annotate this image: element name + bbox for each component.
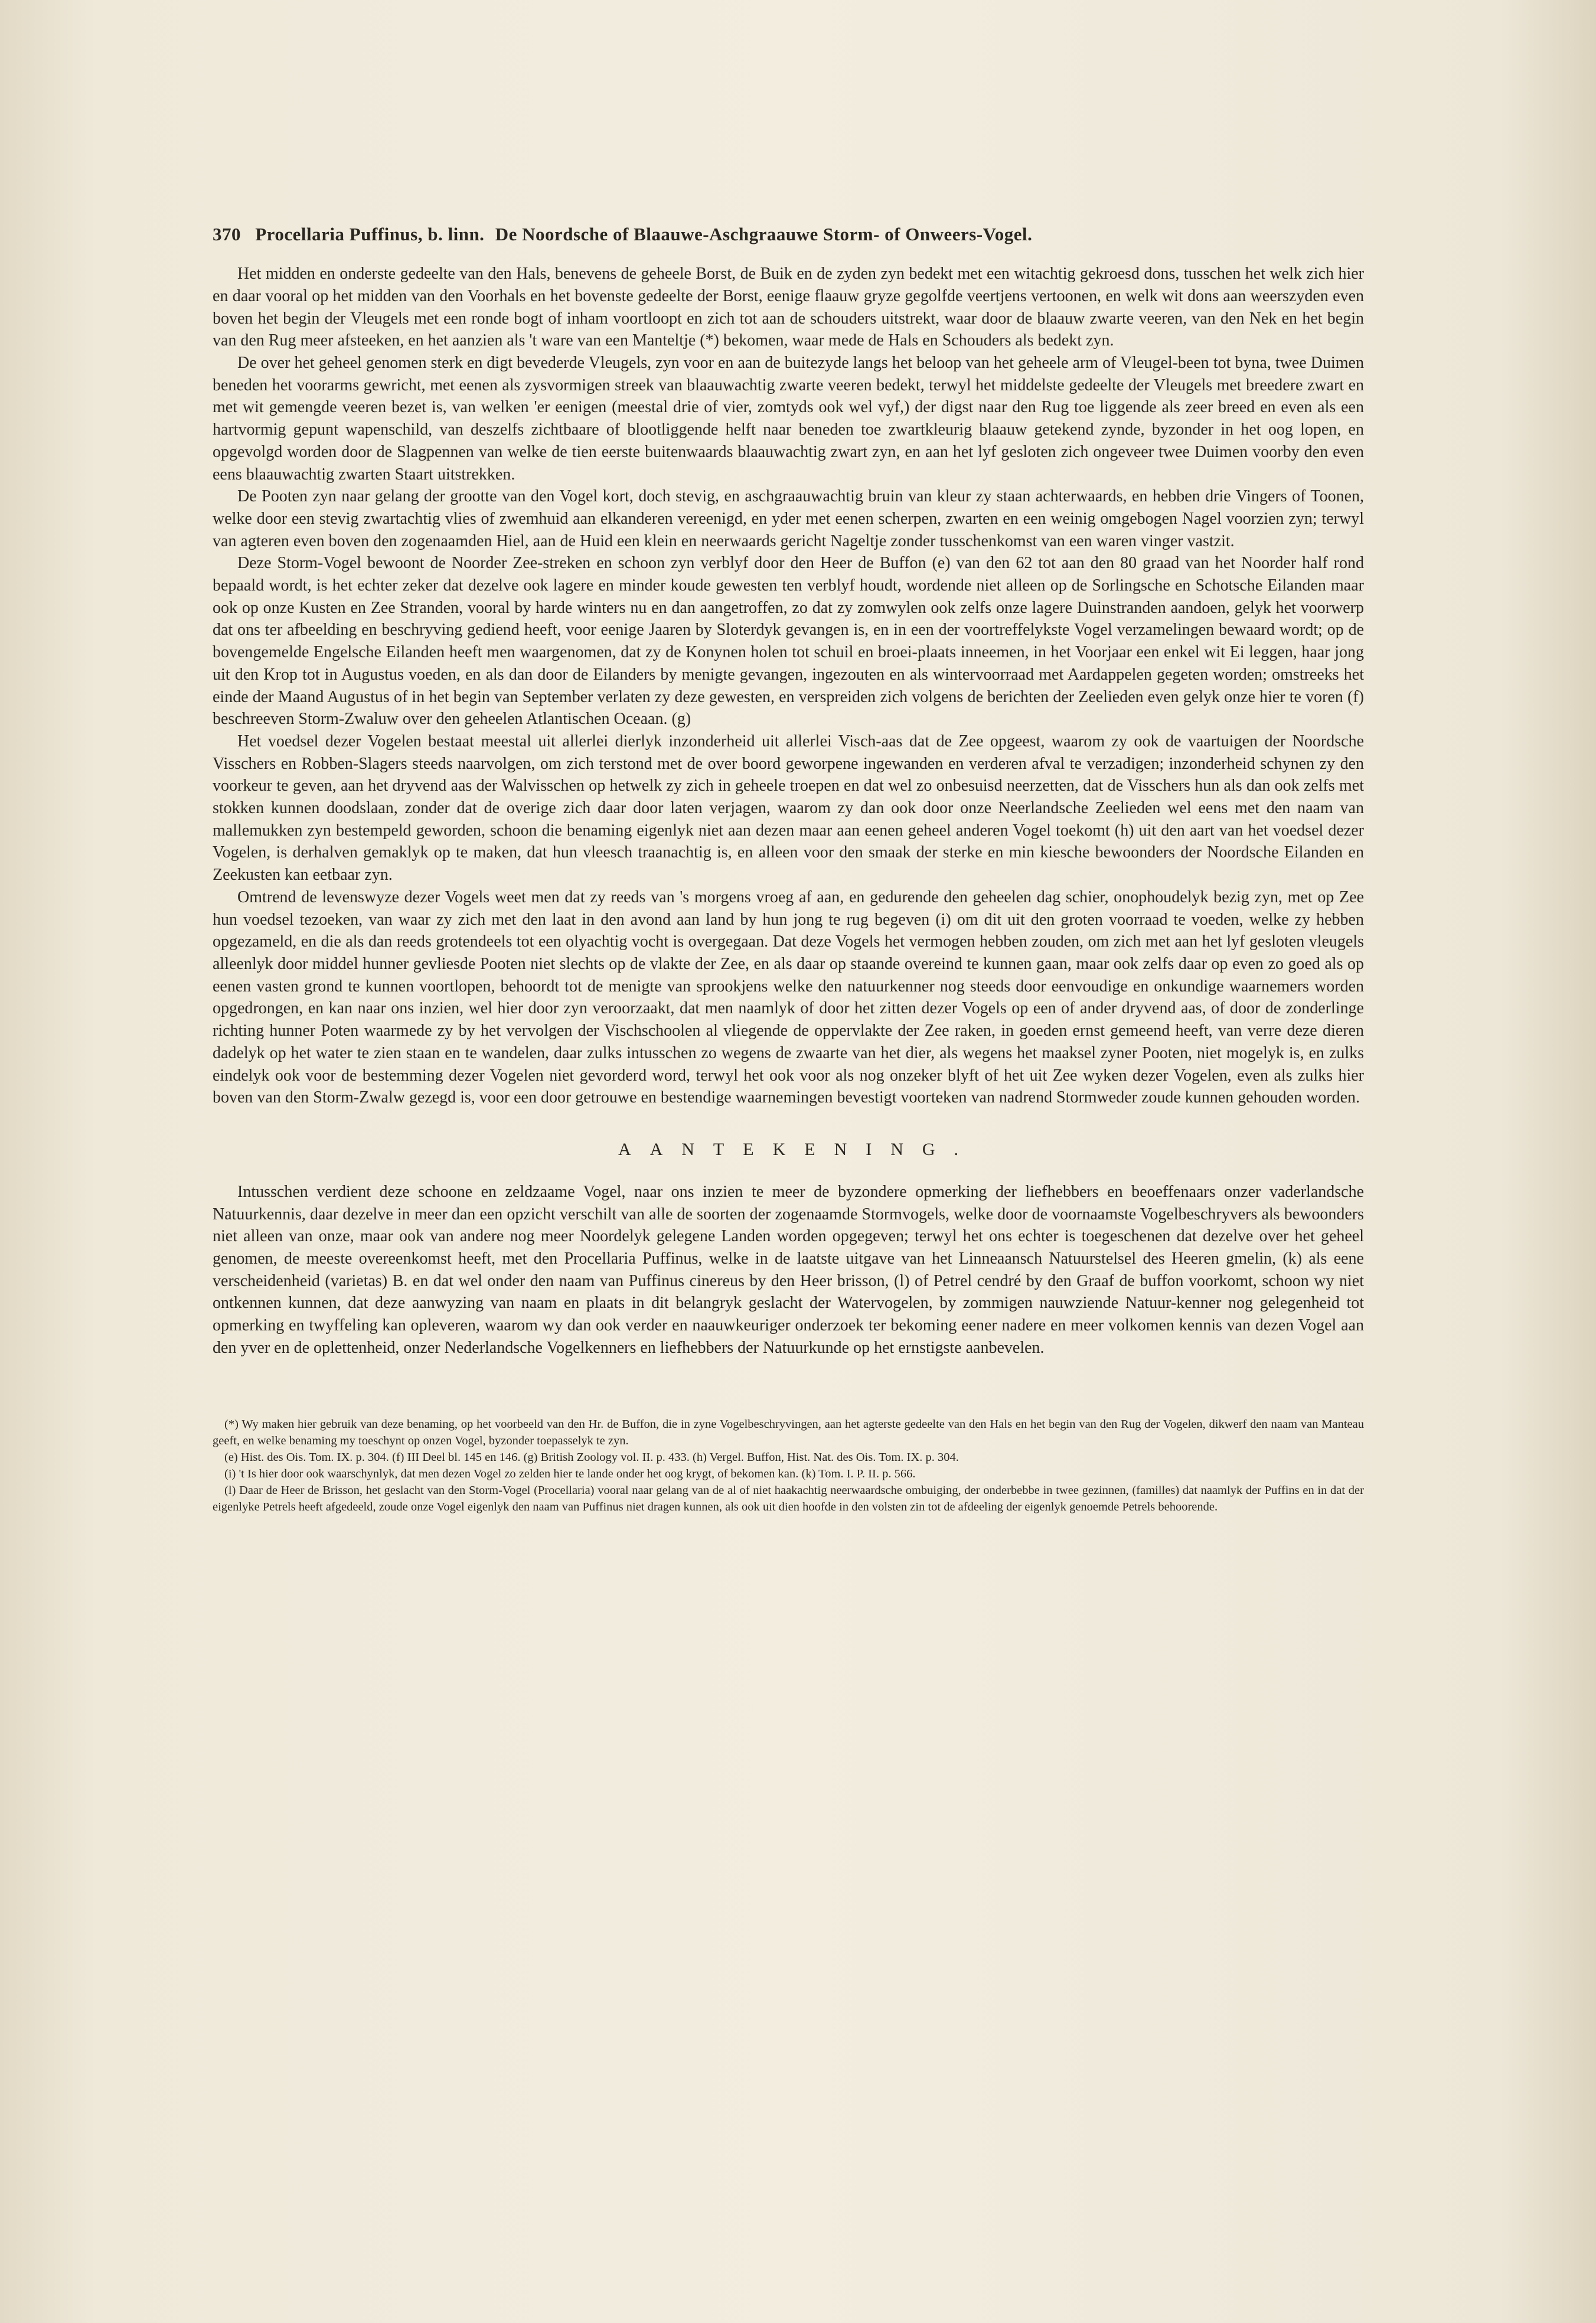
paragraph: Deze Storm-Vogel bewoont de Noorder Zee-streken en schoon zyn verblyf door den Heer de Buffon (e) van den 62 tot aan den 80 graad van het Noorder half rond bepaald wordt, is het echter zeker dat dezelve ook lagere en minder koude gewesten ten verblyf houdt, wordende niet alleen op de Sorlingsche en Schotsche Eilanden maar ook op onze Kusten en Zee Stranden, vooral by harde winters nu en dan aangetroffen, zo dat zy zomwylen ook zelfs onze lagere Duinstranden aandoen, gelyk het voorwerp dat ons ter afbeelding en beschryving gediend heeft, voor eenige Jaaren by Sloterdyk gevangen is, en in een der voortreffelykste Vogel verzamelingen bewaard wordt; op de bovengemelde Engelsche Eilanden heeft men waargenomen, dat zy de Konynen holen tot schuil en broei-plaats inneemen, in het Voorjaar een enkel wit Ei leggen, haar jong uit den Krop tot in Augustus voeden, en als dan door de Eilanders by menigte gevangen, ingezouten en als wintervoorraad met Aardappelen gegeten worden; omstreeks het einde der Maand Augustus of in het begin van September verlaten zy deze gewesten, en verspreiden zich volgens de berichten der Zeelieden even gelyk onze hier te voren (f) beschreeven Storm-Zwaluw over den geheelen Atlantischen Oceaan. (g) [213, 554, 1364, 729]
paragraph: Het midden en onderste gedeelte van den Hals, benevens de geheele Borst, de Buik en de zyden zyn bedekt met een witachtig gekroesd dons, tusschen het welk zich hier en daar vooral op het midden van den Voorhals en het bovenste gedeelte der Borst, eenige flaauw gryze gegolfde veertjens vertoonen, en welk wit dons aan weerszyden even boven het begin der Vleugels met een ronde bogt of inham voortloopt en zich tot aan de schouders uitstrekt, waar door de blaauw zwarte veeren, van den Nek en het begin van den Rug meer afsteeken, en het aanzien als 't ware van een Manteltje (*) bekomen, waar mede de Hals en Schouders als bedekt zyn. [213, 265, 1364, 350]
footnote: (e) Hist. des Ois. Tom. IX. p. 304. (f) III Deel bl. 145 en 146. (g) British Zoology vol. II. p. 433. (h) Vergel. Buffon, Hist. Nat. des Ois. Tom. IX. p. 304. [224, 1450, 959, 1464]
page-content [213, 213, 1364, 1515]
annotation-text [213, 1181, 1364, 1359]
footnote: (i) 't Is hier door ook waarschynlyk, dat men dezen Vogel zo zelden hier te lande onder het oog krygt, of bekomen kan. (k) Tom. I. P. II. p. 566. [224, 1467, 916, 1480]
running-header [213, 223, 1364, 245]
footnote: (l) Daar de Heer de Brisson, het geslacht van den Storm-Vogel (Procellaria) vooral naar gelang van de al of niet haakachtig neerwaardsche ombuiging, der onderbebbe in twee gezinnen, (familles) dat naamlyk der Puffins en in dat der eigenlyke Petrels heeft afgedeeld, zoude onze Vogel eigenlyk den naam van Puffinus niet dragen kunnen, als ook uit dien hoofde in den volsten zin tot de afdeeling der eigenlyk genoemde Petrels behoorende. [213, 1483, 1364, 1513]
page-title: De Noordsche of Blaauwe-Aschgraauwe Storm- of Onweers-Vogel. [495, 224, 1033, 244]
page-number: 370 [213, 224, 241, 244]
paragraph: Intusschen verdient deze schoone en zeldzaame Vogel, naar ons inzien te meer de byzondere opmerking der liefhebbers en beoeffenaars onzer vaderlandsche Natuurkennis, daar dezelve in meer dan een opzicht verschilt van alle de soorten der zogenaamde Stormvogels, welke door de voornaamste Vogelbeschryvers als bewoonders niet alleen van onze, maar ook van andere nog meer Noordelyk gelegene Landen worden opgegeven; terwyl het ons echter is toegeschenen dat dezelve over het geheel genomen, de meeste overeenkomst heeft, met den Procellaria Puffinus, welke in de laatste uitgave van het Linneaansch Natuurstelsel des Heeren gmelin, (k) als eene verscheidenheid (varietas) B. en dat wel onder den naam van Puffinus cinereus by den Heer brisson, (l) of Petrel cendré by den Graaf de buffon voorkomt, schoon wy niet ontkennen kunnen, dat deze aanwyzing van naam en plaats in dit belangryk geslacht der Watervogelen, by zommigen nauwziende Natuur-kenner nog gelegenheid tot opmerking en twyffeling kan opleveren, waarom wy dan ook verder en naauwkeuriger onderzoek ter bekoming eener nadere en meer volkomen kennis van dezen Vogel aan den yver en de oplettenheid, onzer Nederlandsche Vogelkenners en liefhebbers der Natuurkunde op het ernstigste aanbevelen. [213, 1182, 1364, 1357]
paragraph: De Pooten zyn naar gelang der grootte van den Vogel kort, doch stevig, en aschgraauwachtig bruin van kleur zy staan achterwaards, en hebben drie Vingers of Toonen, welke door een stevig zwartachtig vlies of zwemhuid aan elkanderen vereenigd, en yder met eenen scherpen, zwarten en een weinig omgebogen Nagel voorzien zyn; terwyl van agteren even boven den zogenaamden Hiel, aan de Huid een klein en neerwaards gericht Nageltje zonder tusschenkomst van een waren vinger vastzit. [213, 487, 1364, 550]
section-heading: AANTEKENING. [618, 1139, 978, 1159]
paragraph: Omtrend de levenswyze dezer Vogels weet men dat zy reeds van 's morgens vroeg af aan, en gedurende den geheelen dag schier, onophoudelyk bezig zyn, met op Zee hun voedsel tezoeken, van waar zy zich met den laat in den avond aan land by hun jong te rug begeven (i) om dit uit den groten voorraad te voeden, welke zy hebben opgezameld, en die als dan reeds grotendeels tot een olyachtig vocht is overgegaan. Dat deze Vogels het vermogen hebben zouden, om zich met aan het lyf gesloten vleugels alleenlyk door middel hunner gevliesde Pooten niet slechts op de vlakte der Zee, en als daar op staande overeind te kunnen gaan, maar ook zelfs daar op even zo goed als op eenen vasten grond te kunnen voortlopen, behoordt tot de menigte van sprookjens welke den natuurkenner nog steeds door eenvoudige en onkundige waarnemers worden opgedrongen, en kan naar ons inzien, wel hier door zyn veroorzaakt, dat men naamlyk of door het zitten dezer Vogels op een of ander dryvend aas, of door de zonderlinge richting hunner Poten waarmede zy by het vervolgen der Vischschoolen al vliegende de oppervlakte der Zee raken, in goeden ernst gemeend heeft, van verre deze dieren dadelyk op het water te zien staan en te wandelen, daar zulks intusschen zo wegens de zwaarte van het dier, als wegens het maaksel zyner Pooten, niet mogelyk is, en zulks eindelyk ook voor de bestemming dezer Vogelen niet gevorderd word, terwyl het ook voor als nog onzeker blyft of het uit Zee wyken dezer Vogelen, even als zulks hier boven van den Storm-Zwalw gezegd is, voor een door getrouwe en bestendige waarnemingen bevestigt voorteken van nadrend Stormweder zoude kunnen gehouden worden. [213, 888, 1364, 1107]
paragraph: De over het geheel genomen sterk en digt bevederde Vleugels, zyn voor en aan de buitezyde langs het beloop van het geheele arm of Vleugel-been tot byna, twee Duimen beneden het voorarms gewricht, met eenen als zysvormigen streek van blaauwachtig zwarte veeren bedekt, terwyl het middelste gedeelte der Vleugels met breedere zwart en met wit gemengde veeren bezet is, van welken 'er eenigen (meestal drie of vier, zomtyds ook wel vyf,) der digst naar den Rug toe liggende als zeer breed en even als een hartvormig gepunt wapenschild, van deszelfs zichtbaare of blootliggende helft naar beneden toe zwartkleurig blaauw getekend zynde, byzonder in het oog lopen, en opgevolgd worden door de Slagpennen van welke de tien eerste buitenwaards blaauwachtig zwart zyn, en aan het lyf gesloten zich ongeveer twee Duimen voorby den even eens blaauwachtig zwarten Staart uitstrekken. [213, 354, 1364, 484]
footnotes [213, 1416, 1364, 1515]
species-name: Procellaria Puffinus, b. linn. [255, 224, 485, 244]
footnote: (*) Wy maken hier gebruik van deze benaming, op het voorbeeld van den Hr. de Buffon, die in zyne Vogelbeschryvingen, aan het agterste gedeelte van den Hals en het begin van den Rug der Vogelen, dikwerf den naam van Manteau geeft, en welke benaming my toeschynt op onzen Vogel, byzonder toepasselyk te zyn. [213, 1417, 1364, 1447]
main-text [213, 263, 1364, 1109]
paragraph: Het voedsel dezer Vogelen bestaat meestal uit allerlei dierlyk inzonderheid uit allerlei Visch-aas dat de Zee opgeest, waarom zy ook de vaartuigen der Noordsche Visschers en Robben-Slagers steeds naarvolgen, om zich terstond met de over boord geworpene ingewanden en verderen afval te verzadigen; inzonderheid schynen zy den voorkeur te geven, aan het dryvend aas der Walvisschen op hetwelk zy zich in geheele troepen en dat wel zo onbesuisd neerzetten, dat de Visschers hun als dan ook zelfs met stokken kunnen doodslaan, zonder dat de overige zich daar door laten verjagen, waarom zy dan ook door onze Neerlandsche Zeelieden wel eens met den naam van mallemukken zyn bestempeld geworden, schoon die benaming eigenlyk niet aan dezen maar aan eenen geheel anderen Vogel toekomt (h) uit den aart van het voedsel dezer Vogelen, is derhalven gemaklyk op te maken, dat hun vleesch traanachtig is, en alleen voor den smaak der sterke en min kiesche bewoonders der Noordsche Eilanden en Zeekusten kan eetbaar zyn. [213, 732, 1364, 885]
